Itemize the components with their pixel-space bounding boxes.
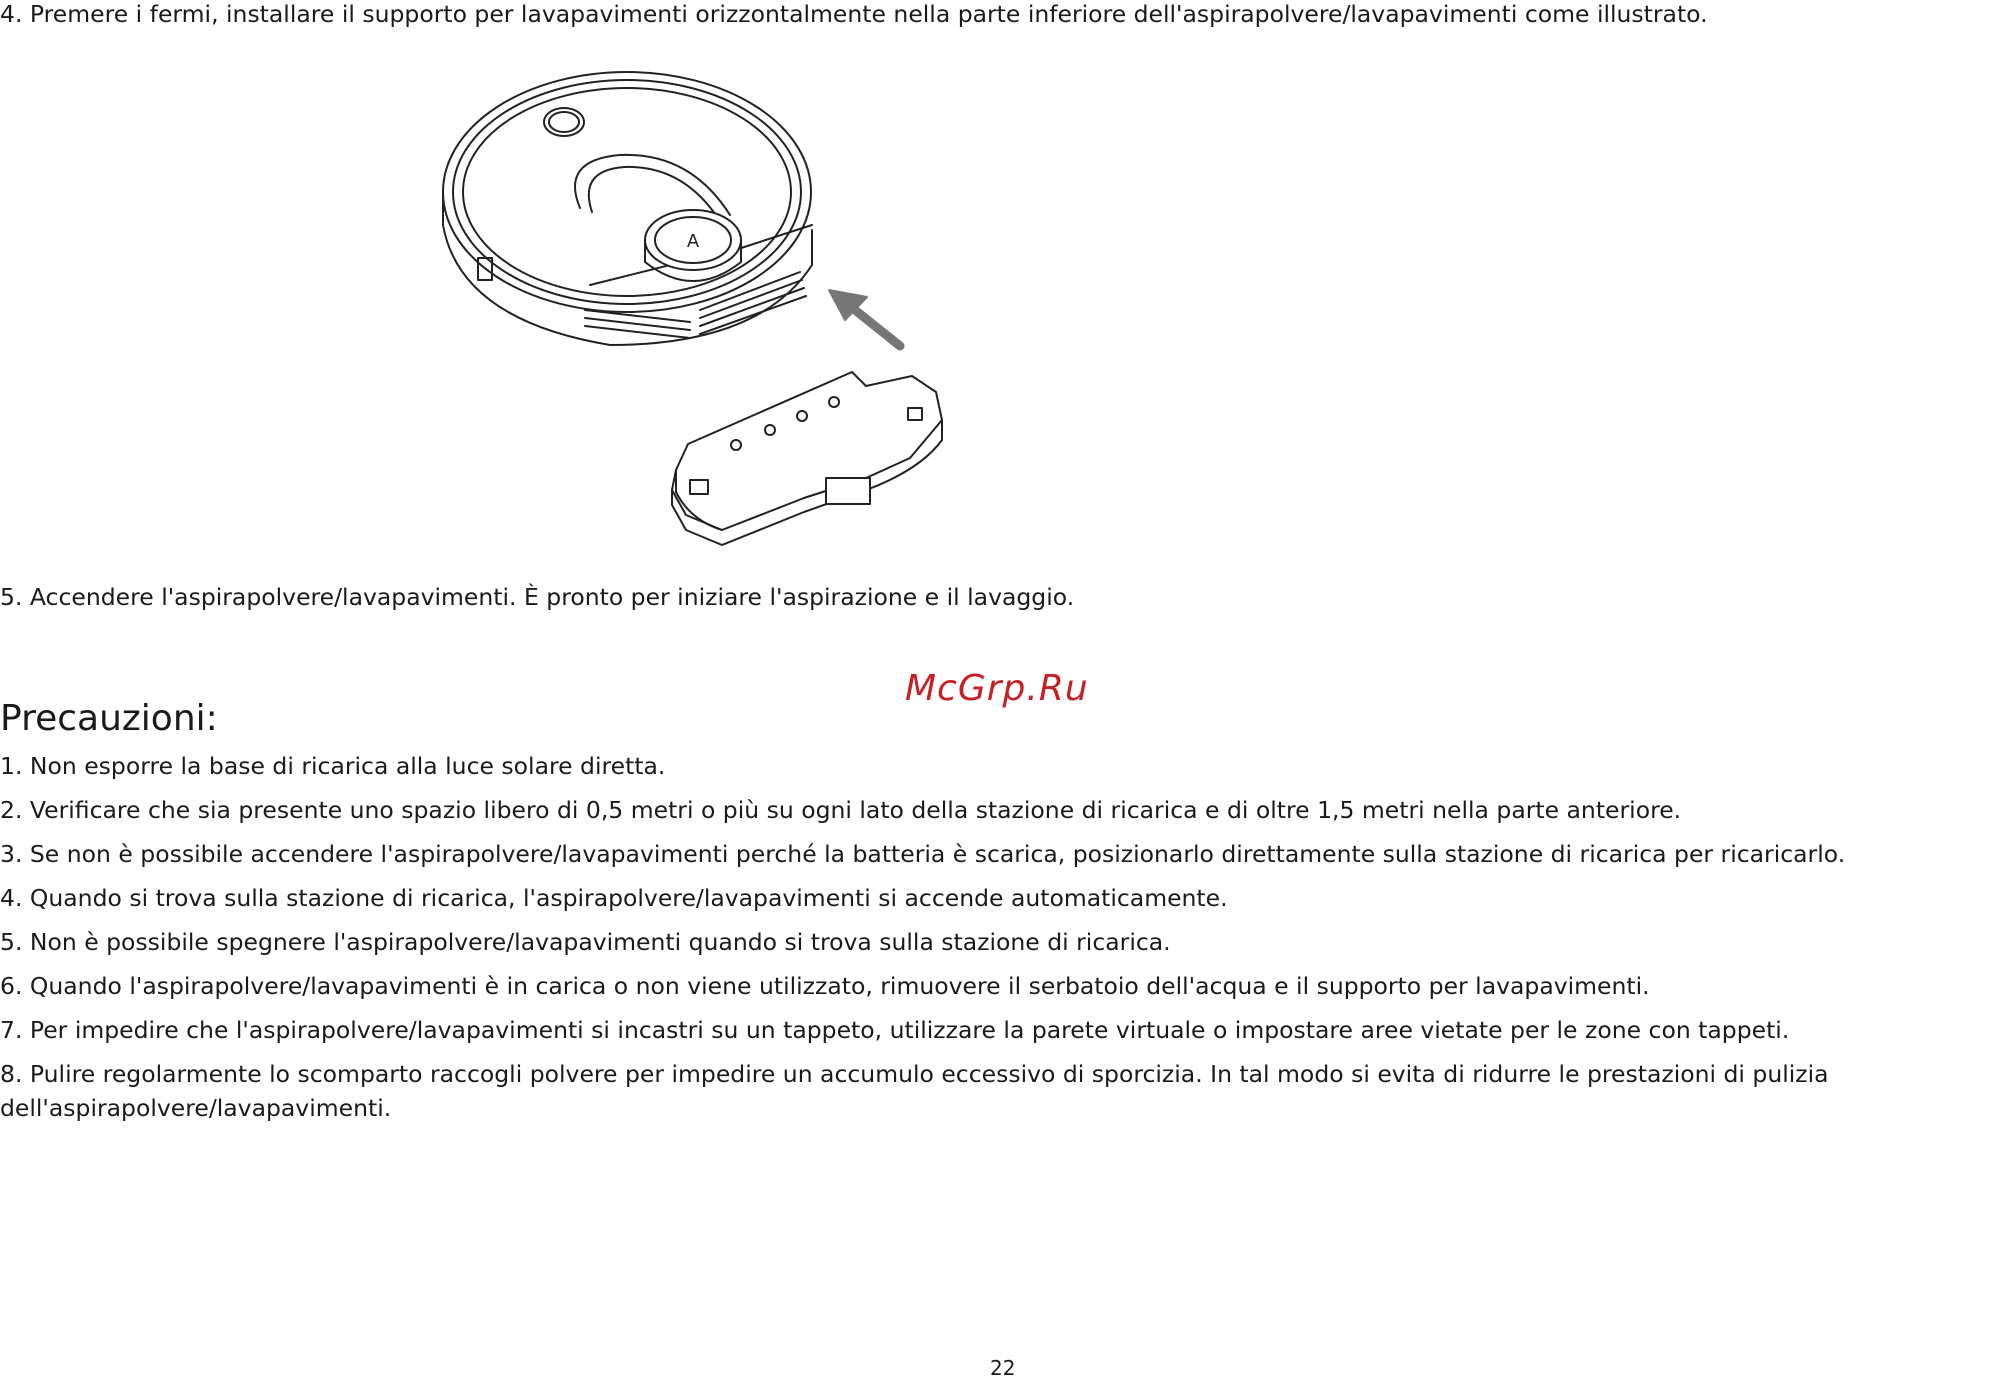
precaution-item-1: 1. Non esporre la base di ricarica alla luce solare diretta. [0,752,666,780]
precaution-item-8: 8. Pulire regolarmente lo scomparto raccogli polvere per impedire un accumulo eccessivo di sporcizia. In tal modo si evita di ridurre le prestazioni di pulizia dell'aspirapolvere/lavapavimenti. [0,1060,1829,1122]
robot-vacuum-mop-bracket-illustration [430,70,990,550]
precautions-heading: Precauzioni: [0,698,218,739]
watermark: McGrp.Ru [905,668,1089,709]
precaution-item-3: 3. Se non è possibile accendere l'aspirapolvere/lavapavimenti perché la batteria è scarica, posizionarlo direttamente sulla stazione di ricarica per ricaricarlo. [0,840,1846,868]
direction-arrow [829,290,900,346]
precaution-item-6: 6. Quando l'aspirapolvere/lavapavimenti è in carica o non viene utilizzato, rimuovere il serbatoio dell'acqua e il supporto per lavapavimenti. [0,972,1650,1000]
page-number: 22 [990,1356,1016,1380]
precaution-item-7: 7. Per impedire che l'aspirapolvere/lavapavimenti si incastri su un tappeto, utilizzare la parete virtuale o impostare aree vietate per le zone con tappeti. [0,1016,1790,1044]
precaution-list [0,749,1995,1135]
robot-logo-letter: A [686,231,700,252]
robot-vacuum-body [443,72,812,345]
step-5-text: 5. Accendere l'aspirapolvere/lavapavimenti. È pronto per iniziare l'aspirazione e il lavaggio. [0,583,1075,611]
precaution-item-4: 4. Quando si trova sulla stazione di ricarica, l'aspirapolvere/lavapavimenti si accende automaticamente. [0,884,1228,912]
precaution-item-2: 2. Verificare che sia presente uno spazio libero di 0,5 metri o più su ogni lato della stazione di ricarica e di oltre 1,5 metri nella parte anteriore. [0,796,1682,824]
precaution-item-5: 5. Non è possibile spegnere l'aspirapolvere/lavapavimenti quando si trova sulla stazione di ricarica. [0,928,1171,956]
step-4-text: 4. Premere i fermi, installare il supporto per lavapavimenti orizzontalmente nella parte inferiore dell'aspirapolvere/lavapavimenti come illustrato. [0,0,1708,28]
mop-bracket [672,372,942,545]
